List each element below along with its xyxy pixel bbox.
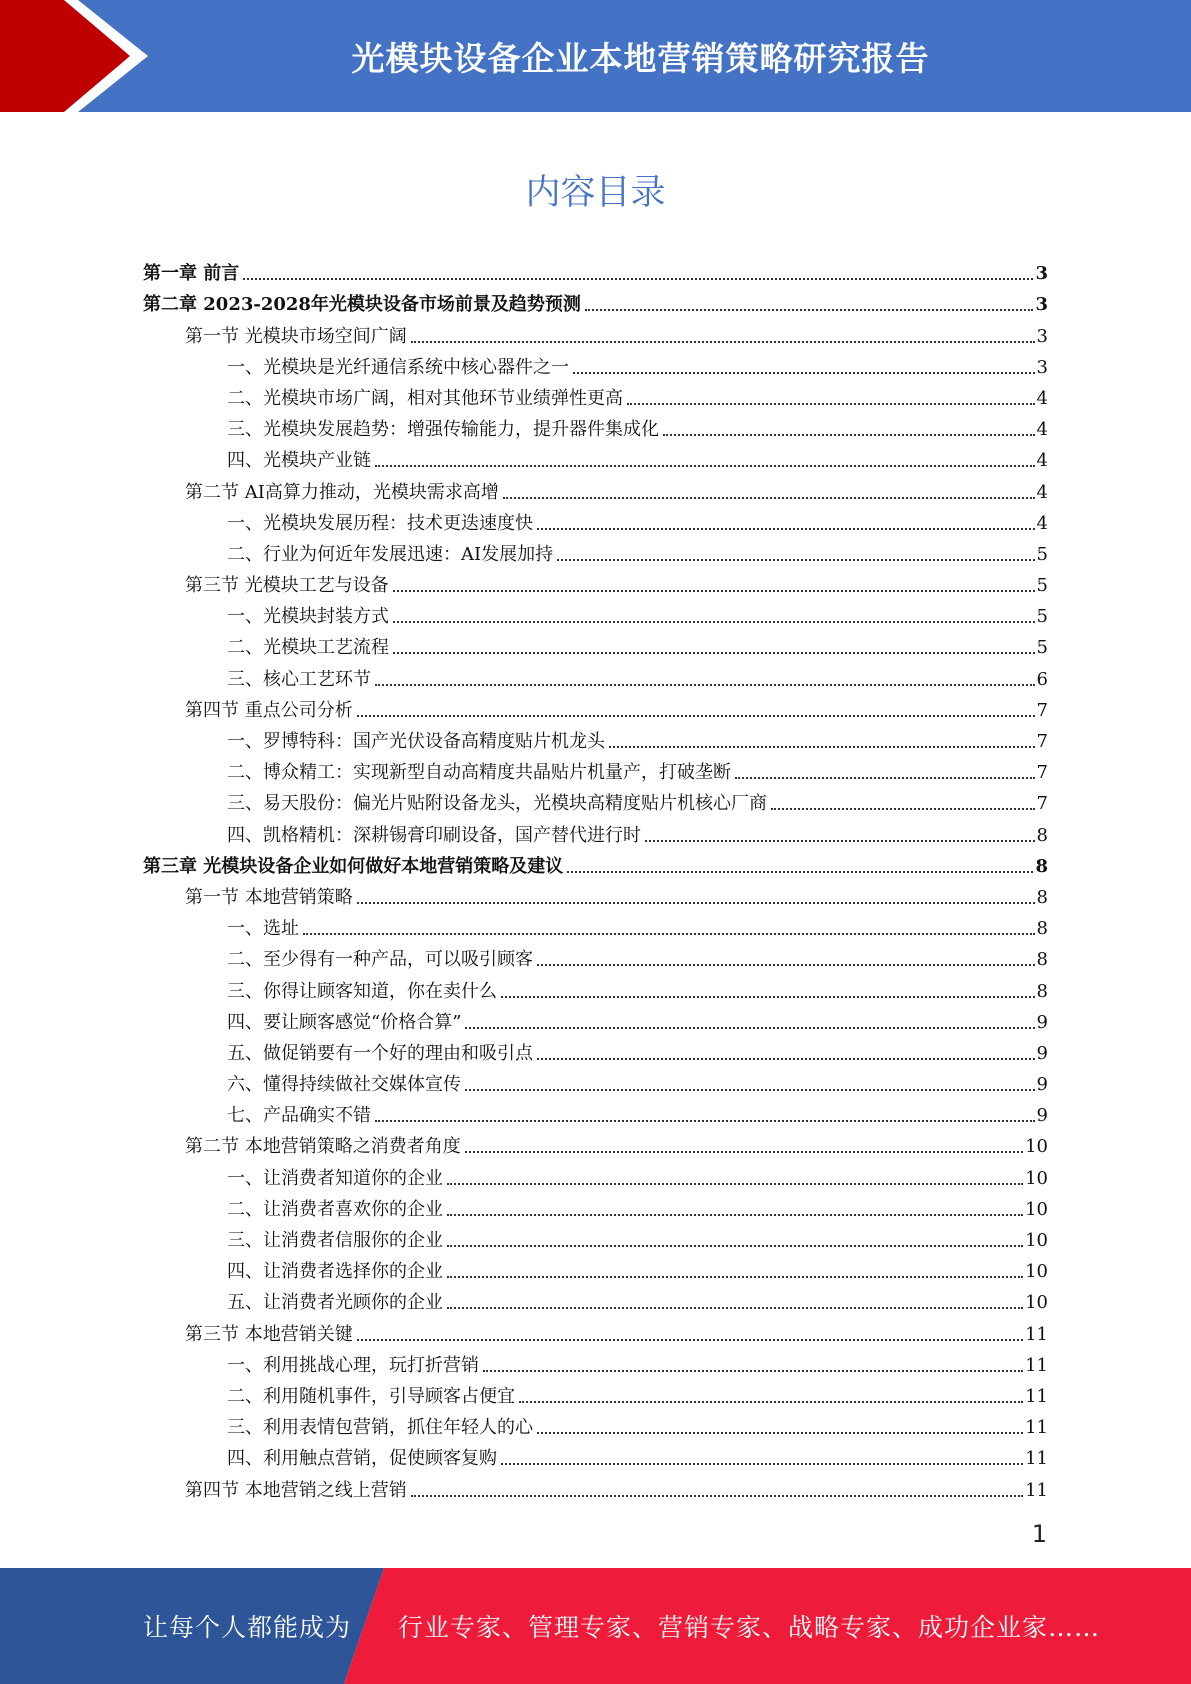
toc-dot-leader [503,497,1035,499]
toc-dot-leader [357,715,1035,717]
toc-entry-page: 9 [1036,1042,1048,1064]
toc-entry-title: 一、光模块发展历程：技术更迭速度快 [227,512,533,534]
toc-entry-page: 7 [1036,762,1048,784]
toc-entry-title: 一、光模块是光纤通信系统中核心器件之一 [227,356,569,378]
toc-dot-leader [447,1214,1023,1216]
toc-entry-title: 一、让消费者知道你的企业 [227,1167,443,1189]
toc-entry-title: 三、让消费者信服你的企业 [227,1230,443,1251]
toc-entry-page: 4 [1036,387,1048,409]
toc-entry-page: 6 [1036,668,1048,690]
toc-dot-leader [465,1089,1035,1091]
toc-dot-leader [585,309,1034,311]
report-title: 光模块设备企业本地营销策略研究报告 [351,38,930,78]
toc-entry[interactable] [143,940,1048,971]
toc-entry[interactable] [143,1377,1048,1408]
toc-entry[interactable] [143,566,1048,597]
toc-dot-leader [537,1058,1035,1060]
toc-entry-page: 8 [1036,949,1048,971]
toc-dot-leader [465,1151,1023,1153]
toc-dot-leader [375,1120,1035,1122]
toc-dot-leader [627,403,1035,405]
toc-entry-title: 一、罗博特科：国产光伏设备高精度贴片机龙头 [227,731,605,752]
toc-entry-title: 第三章 光模块设备企业如何做好本地营销策略及建议 [143,855,564,877]
toc-entry[interactable] [143,1408,1048,1439]
toc-entry-title: 三、利用表情包营销，抓住年轻人的心 [227,1417,533,1439]
toc-entry[interactable] [143,441,1048,472]
toc-entry-title: 二、光模块市场广阔，相对其他环节业绩弹性更高 [227,387,623,409]
toc-entry[interactable] [143,784,1048,815]
toc-entry-title: 三、核心工艺环节 [227,668,371,690]
toc-entry[interactable] [143,1190,1048,1221]
toc-entry[interactable] [143,1470,1048,1501]
toc-dot-leader [771,808,1035,810]
toc-entry-title: 三、光模块发展趋势：增强传输能力，提升器件集成化 [227,419,659,441]
toc-entry-page: 5 [1036,606,1048,628]
toc-entry-page: 10 [1025,1136,1048,1158]
toc-entry-page: 8 [1036,918,1048,940]
toc-entry-page: 4 [1036,450,1048,472]
toc-entry[interactable] [143,909,1048,940]
toc-entry[interactable] [143,971,1048,1002]
toc-entry[interactable] [143,379,1048,410]
toc-dot-leader [609,746,1035,748]
toc-entry-title: 第二章 2023-2028年光模块设备市场前景及趋势预测 [143,294,581,316]
toc-dot-leader [243,278,1033,280]
toc-dot-leader [557,559,1034,561]
toc-dot-leader [501,1463,1023,1465]
toc-entry-title: 第一节 本地营销策略 [185,886,353,908]
toc-entry-page: 10 [1025,1230,1048,1251]
toc-entry-title: 第一节 光模块市场空间广阔 [185,325,407,347]
toc-dot-leader [393,652,1035,654]
toc-dot-leader [573,372,1035,374]
toc-dot-leader [465,1027,1034,1029]
toc-entry-title: 第三节 本地营销关键 [185,1323,353,1345]
toc-entry[interactable] [143,1314,1048,1345]
toc-entry-page: 3 [1036,325,1048,347]
toc-entry-title: 五、让消费者光顾你的企业 [227,1292,443,1314]
toc-entry-page: 10 [1025,1261,1048,1283]
toc-dot-leader [447,1245,1023,1247]
toc-entry-page: 3 [1035,294,1048,316]
toc-entry-page: 11 [1025,1417,1048,1439]
toc-entry[interactable] [143,597,1048,628]
toc-entry[interactable] [143,878,1048,909]
toc-entry-page: 8 [1036,824,1048,846]
toc-entry-page: 10 [1025,1198,1048,1220]
toc-dot-leader [357,1339,1023,1341]
toc-entry-page: 9 [1036,1074,1048,1096]
toc-entry-page: 8 [1035,855,1048,877]
toc-entry[interactable] [143,1065,1048,1096]
toc-entry-page: 3 [1035,263,1048,285]
toc-entry-page: 5 [1036,543,1048,565]
toc-entry-title: 第三节 光模块工艺与设备 [185,575,389,597]
toc-entry[interactable] [143,1096,1048,1127]
toc-entry[interactable] [143,1034,1048,1065]
toc-entry-page: 11 [1025,1448,1048,1470]
toc-entry-title: 四、让消费者选择你的企业 [227,1261,443,1283]
toc-entry[interactable] [143,1221,1048,1252]
toc-entry-title: 五、做促销要有一个好的理由和吸引点 [227,1042,533,1064]
page-number: 1 [1031,1520,1047,1548]
toc-entry-page: 10 [1025,1167,1048,1189]
toc-entry-title: 一、选址 [227,918,299,940]
toc-entry-title: 四、光模块产业链 [227,450,371,472]
toc-entry-title: 一、利用挑战心理，玩打折营销 [227,1354,479,1376]
toc-entry[interactable] [143,285,1048,316]
toc-entry-title: 二、利用随机事件，引导顾客占便宜 [227,1385,515,1407]
page-header [0,0,1191,112]
toc-entry[interactable] [143,535,1048,566]
toc-entry-page: 8 [1036,980,1048,1002]
toc-entry-title: 二、至少得有一种产品，可以吸引顾客 [227,949,533,971]
toc-entry[interactable] [143,753,1048,784]
toc-entry-page: 9 [1036,1011,1048,1033]
toc-entry-page: 5 [1036,637,1048,659]
toc-dot-leader [537,1432,1023,1434]
toc-entry-page: 4 [1036,512,1048,534]
toc-entry-page: 7 [1036,793,1048,815]
toc-entry-title: 第一章 前言 [143,263,240,285]
toc-entry-title: 四、要让顾客感觉“价格合算” [227,1011,462,1033]
toc-entry[interactable] [143,1439,1048,1470]
toc-entry-title: 四、利用触点营销，促使顾客复购 [227,1448,497,1470]
toc-entry[interactable] [143,1158,1048,1189]
toc-entry[interactable] [143,847,1048,878]
toc-dot-leader [357,902,1035,904]
toc-dot-leader [537,528,1035,530]
toc-entry[interactable] [143,1003,1048,1034]
toc-dot-leader [447,1276,1023,1278]
toc-entry-title: 六、懂得持续做社交媒体宣传 [227,1074,461,1096]
toc-entry-page: 7 [1036,699,1048,721]
toc-entry-page: 5 [1036,575,1048,597]
toc-dot-leader [393,621,1035,623]
toc-dot-leader [735,777,1035,779]
toc-dot-leader [537,964,1035,966]
toc-entry[interactable] [143,1283,1048,1314]
toc-entry[interactable] [143,254,1048,285]
toc-entry[interactable] [143,410,1048,441]
toc-entry[interactable] [143,504,1048,535]
toc-entry[interactable] [143,815,1048,846]
toc-entry-title: 三、你得让顾客知道，你在卖什么 [227,980,497,1002]
toc-dot-leader [663,434,1035,436]
toc-dot-leader [375,465,1035,467]
toc-entry-title: 七、产品确实不错 [227,1105,371,1127]
toc-entry-page: 3 [1036,356,1048,378]
toc-entry-page: 11 [1025,1354,1048,1376]
toc-heading: 内容目录 [525,173,666,213]
toc-entry-title: 二、博众精工：实现新型自动高精度共晶贴片机量产，打破垄断 [227,762,731,784]
toc-dot-leader [447,1307,1023,1309]
toc-entry[interactable] [143,472,1048,503]
toc-entry-title: 二、光模块工艺流程 [227,637,389,659]
toc-entry-page: 8 [1036,886,1048,908]
toc-entry[interactable] [143,659,1048,690]
toc-entry-title: 二、让消费者喜欢你的企业 [227,1198,443,1220]
toc-entry[interactable] [143,1252,1048,1283]
toc-entry-page: 11 [1025,1479,1048,1501]
footer-slogan-right: 行业专家、管理专家、营销专家、战略专家、成功企业家…… [398,1613,1101,1642]
toc-dot-leader [411,1495,1023,1497]
toc-entry[interactable] [143,1127,1048,1158]
footer-slogan-left: 让每个人都能成为 [143,1613,352,1642]
toc-entry[interactable] [143,628,1048,659]
toc-entry-page: 11 [1025,1385,1048,1407]
toc-dot-leader [393,590,1035,592]
toc-entry[interactable] [143,348,1048,379]
toc-entry[interactable] [143,1346,1048,1377]
toc-entry-title: 第二节 本地营销策略之消费者角度 [185,1136,461,1158]
toc-entry-page: 9 [1036,1105,1048,1127]
toc-entry-title: 四、凯格精机：深耕锡膏印刷设备，国产替代进行时 [227,824,641,846]
toc-entry-page: 11 [1025,1323,1048,1345]
toc-dot-leader [519,1401,1023,1403]
toc-entry-page: 7 [1036,731,1048,752]
toc-entry-title: 第四节 重点公司分析 [185,699,353,721]
toc-entry-page: 10 [1025,1292,1048,1314]
toc-entry-title: 第四节 本地营销之线上营销 [185,1479,407,1501]
table-of-contents [143,254,1048,1502]
toc-dot-leader [447,1183,1023,1185]
toc-dot-leader [375,684,1035,686]
toc-dot-leader [411,341,1035,343]
toc-entry-title: 三、易天股份：偏光片贴附设备龙头，光模块高精度贴片机核心厂商 [227,793,767,815]
toc-dot-leader [483,1370,1023,1372]
toc-dot-leader [303,933,1035,935]
toc-entry-title: 二、行业为何近年发展迅速：AI发展加持 [227,543,554,565]
toc-entry[interactable] [143,691,1048,722]
toc-entry-title: 一、光模块封装方式 [227,606,389,628]
toc-dot-leader [567,871,1033,873]
toc-dot-leader [645,840,1035,842]
toc-entry-page: 4 [1036,419,1048,441]
toc-entry[interactable] [143,722,1048,753]
toc-dot-leader [501,996,1035,998]
toc-entry-title: 第二节 AI高算力推动，光模块需求高增 [185,481,499,503]
page-footer [0,1568,1191,1684]
toc-entry[interactable] [143,316,1048,347]
toc-entry-page: 4 [1036,481,1048,503]
